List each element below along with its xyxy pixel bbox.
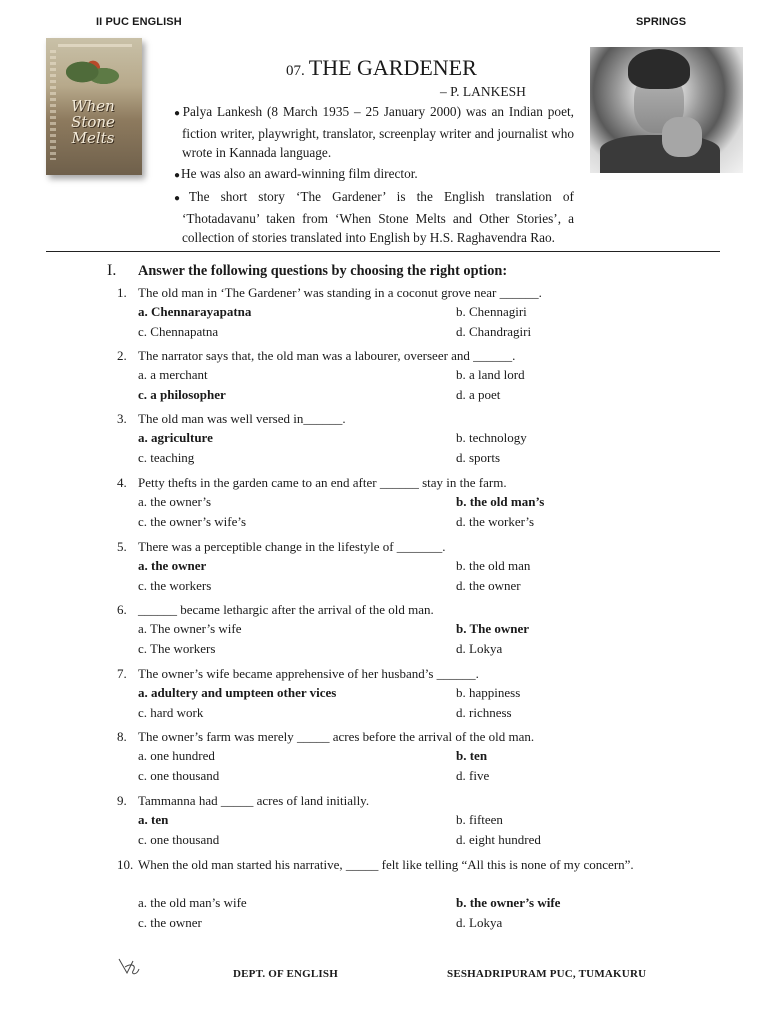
question-item [117, 409, 657, 465]
option-b: b. the old man [456, 558, 531, 573]
question-stem [117, 664, 657, 683]
question-stem [117, 855, 657, 893]
question-item [117, 600, 657, 656]
question-item [117, 537, 657, 593]
question-text: The owner’s wife became apprehensive of her husband’s ______. [138, 666, 479, 681]
chapter-title [286, 55, 477, 81]
option-c: c. The workers [138, 640, 216, 656]
question-stem [117, 600, 657, 619]
option-d: d. eight hundred [456, 831, 541, 847]
question-item [117, 664, 657, 720]
question-stem [117, 727, 657, 746]
question-text: There was a perceptible change in the lifestyle of _______. [138, 539, 446, 554]
option-d: d. sports [456, 449, 501, 465]
book-cover-title: When Stone Melts [71, 97, 115, 147]
option-c: c. the workers [138, 577, 212, 593]
option-d: d. Chandragiri [456, 323, 532, 339]
option-d: d. Lokya [456, 914, 503, 930]
option-a-correct: a. agriculture [138, 430, 213, 445]
chapter-number: 07. [286, 63, 305, 79]
question-item [117, 283, 657, 339]
option-d: d. a poet [456, 386, 501, 402]
question-number: 1. [117, 285, 127, 300]
option-c: c. hard work [138, 704, 204, 720]
question-number: 3. [117, 411, 127, 426]
option-b: b. happiness [456, 685, 521, 700]
signature-mark [115, 955, 145, 979]
bio-point: ●The short story ‘The Gardener’ is the English translation of ‘Thotadavanu’ taken from ‘When Stone Melts and Other Stories’, a collection of stories translated into English by H.S. Raghavendra Rao. [174, 189, 574, 245]
option-a-correct: a. the owner [138, 558, 207, 573]
question-text: The old man in ‘The Gardener’ was standing in a coconut grove near ______. [138, 285, 542, 300]
option-b: b. Chennagiri [456, 304, 527, 319]
question-item [117, 727, 657, 783]
section-number: I. [107, 262, 117, 279]
question-text: The old man was well versed in______. [138, 411, 346, 426]
question-stem [117, 346, 657, 365]
question-text: The owner’s farm was merely _____ acres before the arrival of the old man. [138, 729, 535, 744]
option-d: d. Lokya [456, 640, 503, 656]
question-stem [117, 473, 657, 492]
option-b-correct: b. ten [456, 748, 488, 763]
option-c-correct: c. a philosopher [138, 386, 226, 402]
section-heading [107, 262, 507, 280]
chapter-author: – P. LANKESH [440, 84, 526, 99]
question-stem [117, 791, 657, 810]
chapter-name: THE GARDENER [308, 55, 477, 80]
question-item [117, 855, 657, 930]
option-b: b. fifteen [456, 812, 503, 827]
question-text: Petty thefts in the garden came to an end after ______ stay in the farm. [138, 475, 507, 490]
option-a-correct: a. Chennarayapatna [138, 304, 252, 319]
question-number: 5. [117, 539, 127, 554]
footer-right: SESHADRIPURAM PUC, TUMAKURU [447, 968, 647, 980]
option-d: d. richness [456, 704, 512, 720]
question-text: ______ became lethargic after the arrival of the old man. [138, 602, 434, 617]
author-bio [174, 102, 574, 249]
bio-point: ●He was also an award-winning film director. [174, 166, 418, 181]
option-b-correct: b. the old man’s [456, 494, 545, 509]
option-d: d. the worker’s [456, 513, 535, 529]
option-a: a. the owner’s [138, 494, 212, 509]
question-item [117, 791, 657, 847]
option-b-correct: b. the owner’s wife [456, 895, 561, 910]
header-left: II PUC ENGLISH [96, 16, 182, 28]
question-number: 2. [117, 348, 127, 363]
question-text: When the old man started his narrative, _____ felt like telling “All this is none of my concern”. [138, 857, 634, 872]
question-number: 9. [117, 793, 127, 808]
question-number: 7. [117, 666, 127, 681]
section-divider [46, 251, 720, 252]
question-stem [117, 537, 657, 556]
question-text: Tammanna had _____ acres of land initially. [138, 793, 370, 808]
question-stem [117, 409, 657, 428]
question-stem [117, 283, 657, 302]
option-a-correct: a. adultery and umpteen other vices [138, 685, 337, 700]
footer-left: DEPT. OF ENGLISH [233, 968, 338, 980]
question-number: 4. [117, 475, 127, 490]
option-c: c. one thousand [138, 767, 220, 783]
question-text: The narrator says that, the old man was a labourer, overseer and ______. [138, 348, 516, 363]
option-a: a. the old man’s wife [138, 895, 247, 910]
option-a-correct: a. ten [138, 812, 169, 827]
book-cover-image [46, 38, 142, 175]
option-c: c. teaching [138, 449, 195, 465]
option-d: d. five [456, 767, 490, 783]
question-item [117, 346, 657, 402]
bio-point: ●Palya Lankesh (8 March 1935 – 25 January 2000) was an Indian poet, fiction writer, playwright, translator, screenplay writer and journalist who wrote in Kannada language. [174, 104, 574, 160]
author-portrait [590, 47, 743, 173]
option-b: b. a land lord [456, 367, 525, 382]
option-b: b. technology [456, 430, 527, 445]
option-a: a. a merchant [138, 367, 208, 382]
option-b-correct: b. The owner [456, 621, 530, 636]
option-c: c. the owner’s wife’s [138, 513, 247, 529]
section-title: Answer the following questions by choosing the right option: [138, 263, 508, 279]
option-c: c. the owner [138, 914, 202, 930]
question-number: 8. [117, 729, 127, 744]
option-c: c. one thousand [138, 831, 220, 847]
option-c: c. Chennapatna [138, 323, 219, 339]
option-a: a. one hundred [138, 748, 215, 763]
question-number: 10. [117, 857, 134, 872]
option-a: a. The owner’s wife [138, 621, 242, 636]
option-d: d. the owner [456, 577, 521, 593]
header-right: SPRINGS [636, 16, 687, 28]
question-item [117, 473, 657, 529]
question-number: 6. [117, 602, 127, 617]
